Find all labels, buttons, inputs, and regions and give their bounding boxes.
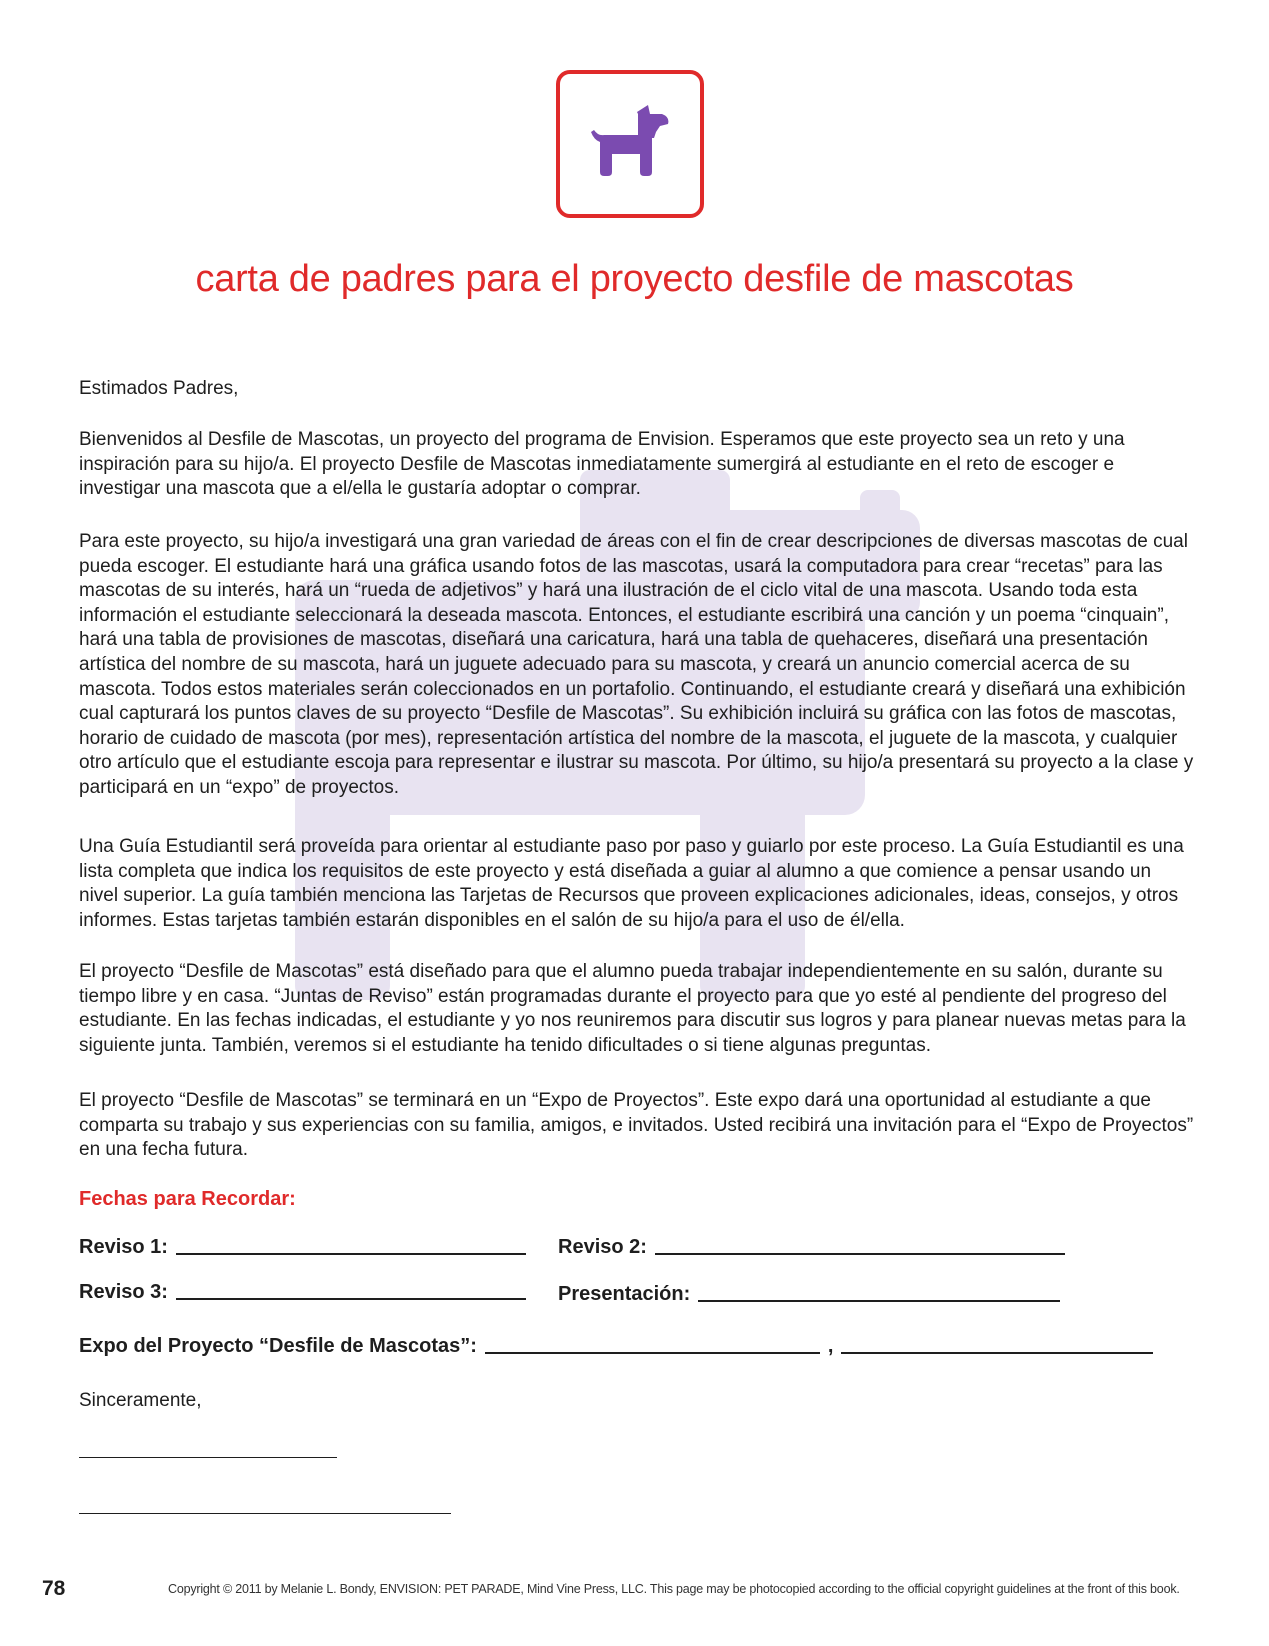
copyright-notice: Copyright © 2011 by Melanie L. Bondy, ENVISION: PET PARADE, Mind Vine Press, LLC. This page may be photocopied according to the official copyright guidelines at the front of this book. [168,1582,1180,1596]
expo-field [79,1335,1153,1358]
paragraph-student-guide: Una Guía Estudiantil será proveída para orientar al estudiante paso por paso y guiarlo por este proceso. La Guía Estudiantil es una lista completa que indica los requisitos de este proyecto y está diseñada a guiar al alumno a que comience a pensar usando un nivel superior. La guía también menciona las Tarjetas de Recursos que proveen explicaciones adicionales, ideas, consejos, y otros informes. Estas tarjetas también estarán disponibles en el salón de su hijo/a para el uso de él/ella. [79,836,1184,931]
paragraph-project-description: Para este proyecto, su hijo/a investigará una gran variedad de áreas con el fin de crear descripciones de diversas mascotas de cual pueda escoger. El estudiante hará una gráfica usando fotos de las mascotas, usará la computadora para crear “recetas” para las mascotas de su interés, hará un “rueda de adjetivos” y hará una ilustración de el ciclo vital de una mascota. Usando toda esta información el estudiante seleccionará la deseada mascota. Entonces, el estudiante escribirá una canción y un poema “cinquain”, hará una tabla de provisiones de mascotas, diseñará una caricatura, hará una tabla de quehaceres, diseñará una presentación artística del nombre de su mascota, hará un juguete adecuado para su mascota, y creará un anuncio comercial acerca de su mascota. Todos estos materiales serán coleccionados en un portafolio. Continuando, el estudiante creará y diseñará una exhibición cual capturará los puntos claves de su proyecto “Desfile de Mascotas”. Su exhibición incluirá su gráfica con las fotos de mascotas, horario de cuidado de mascota (por mes), representación artística del nombre de la mascota, el juguete de la mascota, y cualquier otro artículo que el estudiante escoja para representar e ilustrar su mascota. Por último, su hijo/a presentará su proyecto a la clase y participará en un “expo” de proyectos. [79,531,1194,798]
reviso-1-field [79,1236,526,1259]
logo-box [556,70,704,218]
presentacion-label: Presentación: [558,1283,691,1305]
presentacion-blank[interactable] [698,1299,1060,1302]
greeting: Estimados Padres, [79,378,239,399]
reviso-3-label: Reviso 3: [79,1281,168,1303]
reviso-2-blank[interactable] [655,1252,1065,1255]
page-number: 78 [42,1577,66,1600]
closing: Sinceramente, [79,1390,202,1411]
reviso-2-field [558,1236,1065,1259]
dates-heading: Fechas para Recordar: [79,1188,296,1210]
expo-separator: , [827,1335,834,1357]
expo-label: Expo del Proyecto “Desfile de Mascotas”: [79,1335,477,1357]
reviso-1-label: Reviso 1: [79,1236,168,1258]
page-title: carta de padres para el proyecto desfile de mascotas [195,258,1074,300]
paragraph-expo: El proyecto “Desfile de Mascotas” se terminará en un “Expo de Proyectos”. Este expo dará una oportunidad al estudiante a que comparta su trabajo y sus experiencias con su familia, amigos, e invitados. Usted recibirá una invitación para el “Expo de Proyectos” en una fecha futura. [79,1090,1194,1161]
reviso-3-field [79,1281,526,1304]
dog-icon [588,102,672,186]
reviso-1-blank[interactable] [176,1252,526,1255]
signature-line[interactable] [79,1457,337,1458]
expo-date-blank[interactable] [485,1351,820,1354]
reviso-2-label: Reviso 2: [558,1236,647,1258]
reviso-3-blank[interactable] [176,1297,526,1300]
paragraph-work-schedule: El proyecto “Desfile de Mascotas” está diseñado para que el alumno pueda trabajar independientemente en su salón, durante su tiempo libre y en casa. “Juntas de Reviso” están programadas durante el proyecto para que yo esté al pendiente del progreso del estudiante. En las fechas indicadas, el estudiante y yo nos reuniremos para discutir sus logros y para planear nuevas metas para la siguiente junta. También, veremos si el estudiante ha tenido dificultades o si tiene algunas preguntas. [79,961,1186,1056]
presentacion-field [558,1283,1060,1306]
paragraph-intro: Bienvenidos al Desfile de Mascotas, un proyecto del programa de Envision. Esperamos que este proyecto sea un reto y una inspiración para su hijo/a. El proyecto Desfile de Mascotas inmediatamente sumergirá al estudiante en el reto de escoger e investigar una mascota que a el/ella le gustaría adoptar o comprar. [79,429,1125,500]
name-line[interactable] [79,1513,451,1514]
expo-time-blank[interactable] [841,1351,1153,1354]
